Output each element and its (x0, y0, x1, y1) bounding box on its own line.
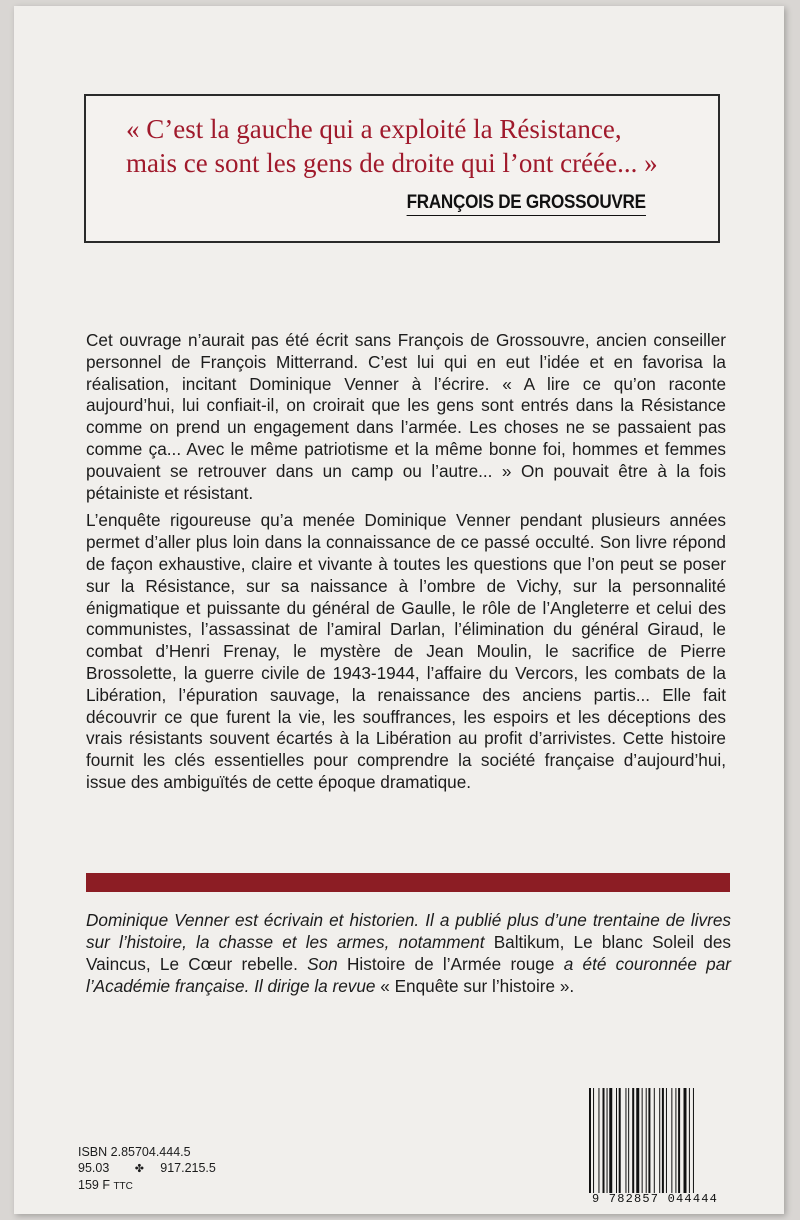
barcode-bar (609, 1088, 612, 1193)
price-suffix: TTC (113, 1181, 133, 1192)
bio-title-1: Baltikum, Le blanc Soleil des Vaincus, Le Cœur rebelle. (86, 932, 731, 974)
barcode-bar (625, 1088, 626, 1193)
publication-info (78, 1144, 216, 1195)
bio-part-2: Son (307, 954, 338, 974)
bio-title-3: « Enquête sur l’histoire ». (380, 976, 575, 996)
barcode-bar (671, 1088, 672, 1193)
quote-box (84, 94, 720, 243)
barcode-bar (654, 1088, 655, 1193)
barcode-bar (684, 1088, 687, 1193)
barcode-bar (659, 1088, 660, 1193)
library-icon: ✤ (134, 1163, 144, 1175)
barcode-bar (607, 1088, 608, 1193)
barcode-bar (616, 1088, 617, 1193)
book-back-cover (14, 6, 784, 1214)
barcode-bar (666, 1088, 667, 1193)
quote-author: FRANÇOIS DE GROSSOUVRE (407, 192, 646, 216)
summary-paragraph-1: Cet ouvrage n’aurait pas été écrit sans François de Grossouvre, ancien conseiller personnel de François Mitterrand. C’est lui qui en eut l’idée et en favorisa la réalisation, incitant Dominique Venner à l’écrire. « A lire ce qu’on raconte aujourd’hui, lui confiait-il, on croirait que les gens sont entrés dans la Résistance comme on prend un engagement dans l’armée. Les choses ne se passaient pas comme ça... Avec le même patriotisme et la même bonne foi, hommes et femmes pouvaient se retrouver dans un camp ou l’autre... » On pouvait être à la fois pétainiste et résistant. (86, 330, 726, 503)
barcode-bar (662, 1088, 664, 1193)
divider-bar (86, 873, 730, 892)
catalog-number: 917.215.5 (160, 1161, 216, 1175)
quote-line-2: mais ce sont les gens de droite qui l’ont créée... » (126, 148, 658, 178)
barcode-bar (636, 1088, 639, 1193)
barcode-bar (648, 1088, 650, 1193)
bio-part-1: Dominique Venner est écrivain et historien. Il a publié plus d’une trentaine de livres sur l’histoire, la chasse et les armes, notamment (86, 910, 731, 952)
barcode-bar (632, 1088, 634, 1193)
barcode-bar (693, 1088, 694, 1193)
barcode-bar (603, 1088, 605, 1193)
isbn: ISBN 2.85704.444.5 (78, 1145, 191, 1159)
barcode-bar (678, 1088, 680, 1193)
barcode-bar (589, 1088, 591, 1193)
catalog-code: 95.03 (78, 1161, 110, 1175)
price: 159 F (78, 1178, 110, 1192)
barcode-bar (593, 1088, 594, 1193)
barcode-bar (628, 1088, 629, 1193)
barcode-bar (642, 1088, 643, 1193)
summary-text (86, 330, 726, 800)
bio-title-2: Histoire de l’Armée rouge (347, 954, 555, 974)
barcode-bar (598, 1088, 599, 1193)
barcode-bar (675, 1088, 676, 1193)
barcode (587, 1088, 737, 1193)
barcode-bar (646, 1088, 647, 1193)
barcode-bar (689, 1088, 690, 1193)
catalog-row (78, 1160, 216, 1177)
price-row (78, 1177, 216, 1195)
barcode-digits: 9 782857 044444 (592, 1192, 719, 1206)
summary-paragraph-2: L’enquête rigoureuse qu’a menée Dominique Venner pendant plusieurs années permet d’aller plus loin dans la connaissance de ce passé occulté. Son livre répond de façon exhaustive, claire et vivante à toutes les questions que l’on peut se poser sur la Résistance, sur sa naissance à l’ombre de Vichy, sur la personnalité énigmatique et puissante du général de Gaulle, le rôle de l’Angleterre et celui des communistes, l’assassinat de l’amiral Darlan, l’élimination du général Giraud, le combat d’Henri Frenay, le mystère de Jean Moulin, le sacrifice de Pierre Brossolette, la guerre civile de 1943-1944, l’affaire du Vercors, les combats de la Libération, l’épuration sauvage, la renaissance des anciens partis... Elle fait découvrir ce que furent la vie, les souffrances, les espoirs et les déceptions des vrais résistants souvent écartés à la Libération au profit d’arrivistes. Cette histoire fournit les clés essentielles pour comprendre la société française d’aujourd’hui, issue des ambiguïtés de cette époque dramatique. (86, 510, 726, 792)
bio-part-3: a été couronnée par l’Académie française. Il dirige la revue (86, 954, 732, 996)
barcode-bar (619, 1088, 621, 1193)
author-bio (86, 909, 731, 997)
quote-line-1: « C’est la gauche qui a exploité la Résistance, (126, 114, 622, 144)
